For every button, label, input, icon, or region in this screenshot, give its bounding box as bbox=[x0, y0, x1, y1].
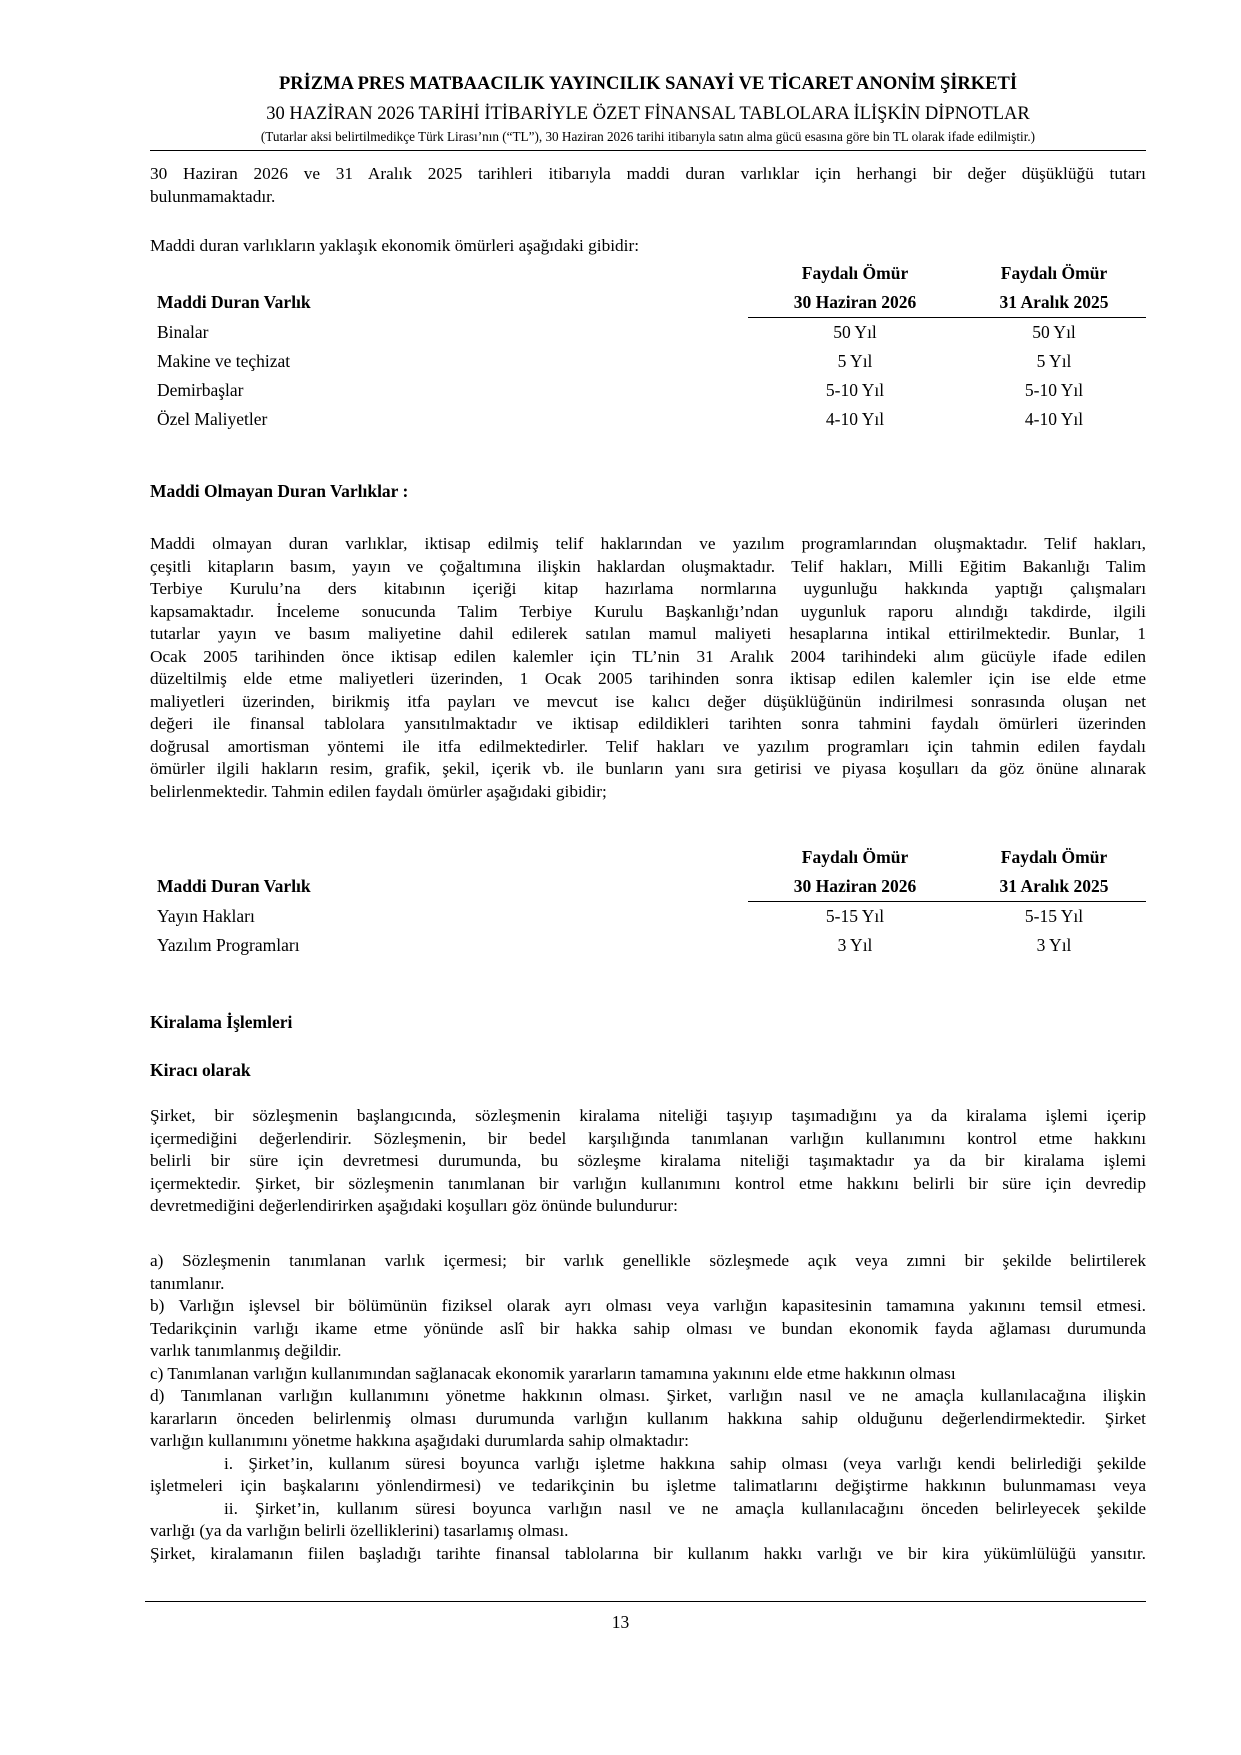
text-line: Terbiye Kurulu’na ders kitabının içeriği kitap hazırlama normlarına uygunluğu hakkında yaptığı çalışmaları bbox=[150, 579, 1146, 598]
page-number: 13 bbox=[611, 1612, 630, 1632]
table-header-row bbox=[150, 288, 1146, 318]
text-line: Maddi olmayan duran varlıklar, iktisap edilmiş telif haklarından ve yazılım programlarından oluşmaktadır. Telif hakları, bbox=[150, 534, 1146, 553]
table-row bbox=[150, 347, 1146, 376]
leasing-heading: Kiralama İşlemleri bbox=[150, 1012, 293, 1032]
asset-name: Yayın Hakları bbox=[157, 905, 255, 926]
lessee-paragraph bbox=[150, 1105, 1146, 1218]
list-line: kararların önceden belirlenmiş olması durumunda varlığın kullanım hakkına sahip olduğunu değerlendirmektedir. Şirket bbox=[150, 1408, 1146, 1428]
list-line: Şirket, kiralamanın fiilen başladığı tarihte finansal tablolarına bir kullanım hakkı varlığı ve bir kira yükümlülüğü yansıtır. bbox=[150, 1543, 1146, 1563]
text-line: düzeltilmiş elde etme maliyetleri üzerinden, 1 Ocak 2005 tarihinden sonra iktisap edilen kalemler için ise elde etme bbox=[150, 669, 1146, 688]
life-2025: 5-10 Yıl bbox=[1024, 380, 1084, 400]
table-row bbox=[150, 931, 1146, 960]
text-line: devretmediğini değerlendirirken aşağıdaki koşulları göz önünde bulundurur: bbox=[150, 1196, 678, 1215]
text-line: 30 Haziran 2026 ve 31 Aralık 2025 tarihleri itibarıyla maddi duran varlıklar için herhangi bir değer düşüklüğü tutarı bbox=[150, 164, 1146, 183]
asset-name: Makine ve teçhizat bbox=[157, 351, 291, 371]
text-line: Şirket, bir sözleşmenin başlangıcında, sözleşmenin kiralama niteliği taşıyıp taşımadığını ya da kiralama işlemi içerip bbox=[150, 1106, 1146, 1125]
table-row bbox=[150, 902, 1146, 932]
list-line: tanımlanır. bbox=[150, 1273, 225, 1293]
column-header: Maddi Duran Varlık bbox=[157, 876, 311, 897]
text-line: içermektedir. Şirket, bir sözleşmenin tanımlanan bir varlığın kullanımını kontrol etme hakkını belirli bir süre için devredip bbox=[150, 1173, 1146, 1193]
column-header: 31 Aralık 2025 bbox=[962, 872, 1146, 902]
impairment-paragraph bbox=[150, 163, 1146, 208]
table-header-row bbox=[150, 843, 1146, 872]
list-line: varlık tanımlanmış değildir. bbox=[150, 1341, 342, 1360]
life-2025: 50 Yıl bbox=[1032, 322, 1076, 342]
life-2025: 5-15 Yıl bbox=[1024, 906, 1084, 926]
table-row bbox=[150, 405, 1146, 434]
column-header: Faydalı Ömür bbox=[1000, 263, 1108, 283]
asset-name: Özel Maliyetler bbox=[157, 409, 268, 429]
life-2026: 50 Yıl bbox=[833, 322, 877, 342]
column-header: Faydalı Ömür bbox=[801, 847, 909, 867]
life-2026: 5-15 Yıl bbox=[825, 906, 885, 926]
life-2025: 3 Yıl bbox=[1036, 935, 1072, 955]
text-line: kapsamaktadır. İnceleme sonucunda Talim Terbiye Kurulu Başkanlığı’ndan uygunluk raporu alındığı takdirde, ilgili bbox=[150, 601, 1146, 621]
table-row bbox=[150, 318, 1146, 348]
life-2025: 4-10 Yıl bbox=[1024, 409, 1084, 429]
column-header: Faydalı Ömür bbox=[1000, 847, 1108, 867]
list-line: ii. Şirket’in, kullanım süresi boyunca varlığın nasıl ve ne amaçla kullanılacağını önceden belirleyecek şekilde bbox=[224, 1498, 1146, 1518]
useful-lives-intro bbox=[150, 235, 1146, 258]
list-line: Tedarikçinin varlığı ikame etme yönünde aslî bir hakka sahip olması ve bundan ekonomik fayda ağlaması durumunda bbox=[150, 1318, 1146, 1338]
intangible-paragraph bbox=[150, 533, 1146, 803]
text-line: belirlenmektedir. Tahmin edilen faydalı ömürler aşağıdaki gibidir; bbox=[150, 781, 607, 801]
document-subtitle: 30 HAZİRAN 2026 TARİHİ İTİBARİYLE ÖZET FİNANSAL TABLOLARA İLİŞKİN DİPNOTLAR bbox=[266, 104, 1030, 124]
text-line: belirli bir süre için devretmesi durumunda, bu sözleşme kiralama niteliği taşımaktadır ya da bir kiralama işlemi bbox=[150, 1151, 1146, 1170]
text-line: Ocak 2005 tarihinden önce iktisap edilen kalemler için TL’nin 31 Aralık 2004 tarihindeki alım gücüyle ifade edilen bbox=[150, 646, 1146, 666]
lease-conditions-list bbox=[150, 1250, 1146, 1565]
text-line: bulunmamaktadır. bbox=[150, 186, 276, 206]
asset-name: Demirbaşlar bbox=[157, 380, 244, 400]
text-line: maliyetleri üzerinden, birikmiş itfa payları ve mevcut ise kalıcı değer düşüklüğünün indirilmesi sonrasında oluşan net bbox=[150, 691, 1146, 711]
text-line: doğrusal amortisman yöntemi ile itfa edilmektedirler. Telif hakları ve yazılım programları için tahmin edilen faydalı bbox=[150, 736, 1146, 756]
lessee-heading: Kiracı olarak bbox=[150, 1060, 251, 1080]
life-2026: 3 Yıl bbox=[837, 935, 873, 955]
list-line: işletmeleri için başkalarını yönlendirmesi) ve tedarikçinin bu işletme talimatlarını değiştirme hakkının bulunmaması veya bbox=[150, 1476, 1146, 1495]
asset-name: Yazılım Programları bbox=[157, 935, 300, 955]
list-line: i. Şirket’in, kullanım süresi boyunca varlığı işletme hakkına sahip olması (veya varlığı kendi belirlediği şekilde bbox=[224, 1453, 1146, 1473]
text-line: değeri ile finansal tablolara yansıtılmaktadır ve iktisap edildikleri tarihten sonra tahmini faydalı ömürleri üzerinden bbox=[150, 714, 1146, 733]
column-header: Faydalı Ömür bbox=[801, 263, 909, 283]
table-header-row bbox=[150, 872, 1146, 902]
list-line: varlığın kullanımını yönetme hakkına aşağıdaki durumlarda sahip olmaktadır: bbox=[150, 1431, 689, 1450]
life-2026: 4-10 Yıl bbox=[825, 409, 885, 429]
tangible-assets-table bbox=[150, 259, 1146, 434]
list-line: b) Varlığın işlevsel bir bölümünün fiziksel olarak ayrı olması veya varlığın kapasitesinin tamamına yakınını temsil etmesi. bbox=[150, 1296, 1146, 1315]
column-header: 30 Haziran 2026 bbox=[748, 288, 962, 318]
life-2026: 5 Yıl bbox=[837, 351, 873, 371]
text-line: içermediğini değerlendirir. Sözleşmenin, bir bedel karşılığında tanımlanan varlığın kullanımını kontrol etme hakkını bbox=[150, 1128, 1146, 1148]
company-name: PRİZMA PRES MATBAACILIK YAYINCILIK SANAYİ VE TİCARET ANONİM ŞİRKETİ bbox=[278, 74, 1018, 94]
column-header: 30 Haziran 2026 bbox=[748, 872, 962, 902]
list-line: varlığı (ya da varlığın belirli özelliklerini) tasarlamış olması. bbox=[150, 1521, 569, 1540]
table-row bbox=[150, 376, 1146, 405]
text-line: tutarlar yayın ve basım maliyetine dahil edilerek satılan mamul maliyeti hesaplarına intikal ettirilmektedir. Bunlar, 1 bbox=[150, 624, 1146, 643]
header-rule bbox=[150, 150, 1146, 151]
currency-note: (Tutarlar aksi belirtilmedikçe Türk Lirası’nın (“TL”), 30 Haziran 2026 tarihi itibarıyla satın alma gücü esasına göre bin TL olarak ifade edilmiştir.) bbox=[260, 129, 1036, 144]
life-2026: 5-10 Yıl bbox=[825, 380, 885, 400]
text-line: çeşitli kitapların basım, yayın ve çoğaltımına ilişkin haklardan oluşmaktadır. Telif hakları, Milli Eğitim Bakanlığı Talim bbox=[150, 556, 1146, 576]
column-header: 31 Aralık 2025 bbox=[962, 288, 1146, 318]
footer-rule bbox=[145, 1601, 1146, 1602]
asset-name: Binalar bbox=[157, 321, 209, 342]
intangible-heading: Maddi Olmayan Duran Varlıklar : bbox=[150, 481, 409, 501]
list-line: d) Tanımlanan varlığın kullanımını yönetme hakkının olması. Şirket, varlığın nasıl ve ne amaçla kullanılacağına ilişkin bbox=[150, 1386, 1146, 1405]
intangible-assets-table bbox=[150, 843, 1146, 960]
list-line: c) Tanımlanan varlığın kullanımından sağlanacak ekonomik yararların tamamına yakınını elde etme hakkının olması bbox=[150, 1363, 956, 1383]
list-line: a) Sözleşmenin tanımlanan varlık içermesi; bir varlık genellikle sözleşmede açık veya zımni bir şekilde belirtilerek bbox=[150, 1251, 1146, 1270]
column-header: Maddi Duran Varlık bbox=[157, 292, 311, 313]
text-line: Maddi duran varlıkların yaklaşık ekonomik ömürleri aşağıdaki gibidir: bbox=[150, 236, 640, 255]
table-header-row bbox=[150, 259, 1146, 288]
life-2025: 5 Yıl bbox=[1036, 351, 1072, 371]
text-line: ömürler ilgili hakların resim, grafik, şekil, içerik vb. ile bunların yanı sıra getirisi ve piyasa koşulları da göz önüne alınarak bbox=[150, 759, 1146, 778]
